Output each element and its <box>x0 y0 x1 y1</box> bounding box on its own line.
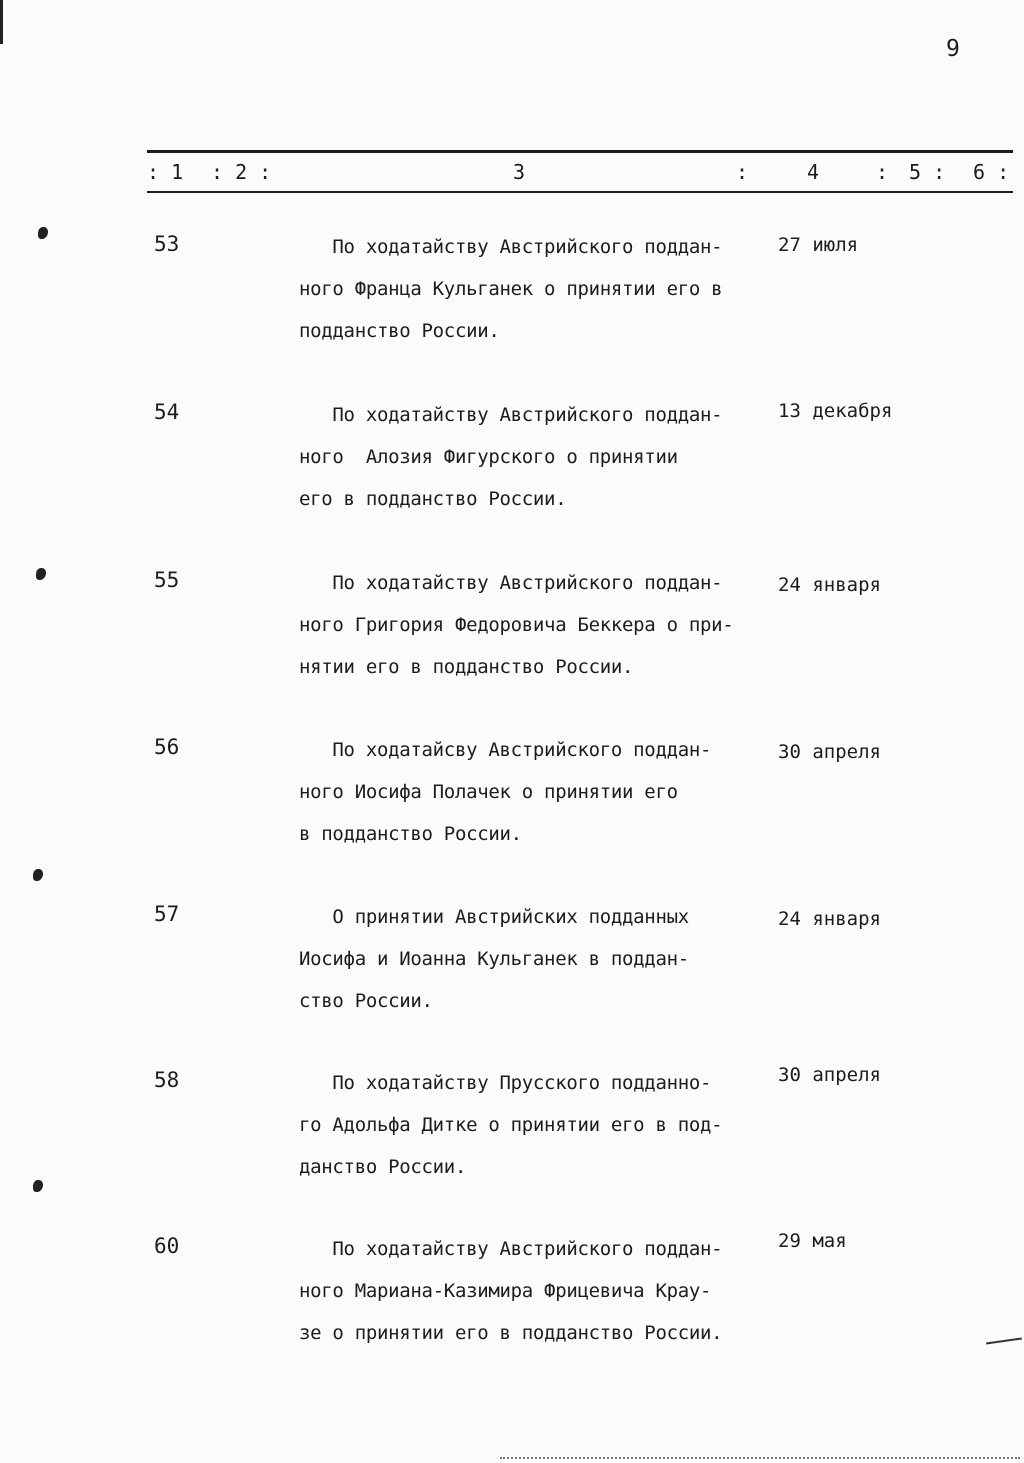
entry-date: 27 июля <box>778 234 859 256</box>
entry-text-line: ство России. <box>299 990 433 1012</box>
entry-description <box>299 1062 819 1188</box>
header-rule-bottom <box>147 191 1013 193</box>
entry-text-line: ного Мариана-Казимира Фрицевича Крау- <box>299 1280 712 1302</box>
entry-text-line: По ходатайству Австрийского поддан- <box>299 404 723 426</box>
header-rule-top <box>147 150 1013 153</box>
entry-description <box>299 394 819 520</box>
entry-date: 29 мая <box>778 1230 847 1252</box>
entry-text-line: По ходатайсву Австрийского поддан- <box>299 739 712 761</box>
punch-hole-mark <box>33 1180 43 1192</box>
table-header <box>0 160 1024 188</box>
punch-hole-mark <box>38 227 48 239</box>
entry-date: 13 декабря <box>778 400 893 422</box>
header-col-5: 5 : <box>909 160 946 184</box>
entry-text-line: его в подданство России. <box>299 488 567 510</box>
entry-number: 55 <box>154 568 180 592</box>
entry-number: 60 <box>154 1234 180 1258</box>
entry-date: 30 апреля <box>778 1064 881 1086</box>
header-separator: : <box>876 160 889 184</box>
entry-number: 56 <box>154 735 180 759</box>
punch-hole-mark <box>36 568 46 580</box>
entry-number: 58 <box>154 1068 180 1092</box>
header-col-1: : 1 <box>147 160 184 184</box>
entry-description <box>299 729 819 855</box>
entry-date: 24 января <box>778 574 881 596</box>
header-col-2: : 2 : <box>211 160 272 184</box>
header-separator: : <box>736 160 749 184</box>
entry-text-line: По ходатайству Прусского подданно- <box>299 1072 712 1094</box>
entry-number: 54 <box>154 400 180 424</box>
header-col-3: 3 <box>513 160 526 184</box>
entry-text-line: По ходатайству Австрийского поддан- <box>299 236 723 258</box>
entry-text-line: ного Григория Федоровича Беккера о при- <box>299 614 734 636</box>
entry-text-line: ного Алозия Фигурского о принятии <box>299 446 678 468</box>
entry-number: 57 <box>154 902 180 926</box>
entry-text-line: го Адольфа Дитке о принятии его в под- <box>299 1114 723 1136</box>
entry-text-line: ного Франца Кульганек о принятии его в <box>299 278 723 300</box>
entry-description <box>299 226 819 352</box>
scan-corner-mark <box>0 0 3 44</box>
scan-edge-mark <box>986 1338 1022 1345</box>
page-number: 9 <box>946 36 960 62</box>
entry-description <box>299 896 819 1022</box>
entry-text-line: По ходатайству Австрийского поддан- <box>299 1238 723 1260</box>
entry-text-line: в подданство России. <box>299 823 522 845</box>
entry-number: 53 <box>154 232 180 256</box>
entry-date: 24 января <box>778 908 881 930</box>
entry-text-line: По ходатайству Австрийского поддан- <box>299 572 723 594</box>
entry-text-line: ного Иосифа Полачек о принятии его <box>299 781 678 803</box>
punch-hole-mark <box>33 869 43 881</box>
entry-text-line: нятии его в подданство России. <box>299 656 634 678</box>
entry-description <box>299 562 819 688</box>
header-col-6: 6 : <box>973 160 1010 184</box>
entry-text-line: Иосифа и Иоанна Кульганек в поддан- <box>299 948 689 970</box>
entry-description <box>299 1228 819 1354</box>
entry-text-line: зе о принятии его в подданство России. <box>299 1322 723 1344</box>
scan-bottom-edge <box>500 1457 1020 1463</box>
entry-text-line: О принятии Австрийских подданных <box>299 906 689 928</box>
entry-date: 30 апреля <box>778 741 881 763</box>
entry-text-line: данство России. <box>299 1156 467 1178</box>
entry-text-line: подданство России. <box>299 320 500 342</box>
header-col-4: 4 <box>807 160 820 184</box>
